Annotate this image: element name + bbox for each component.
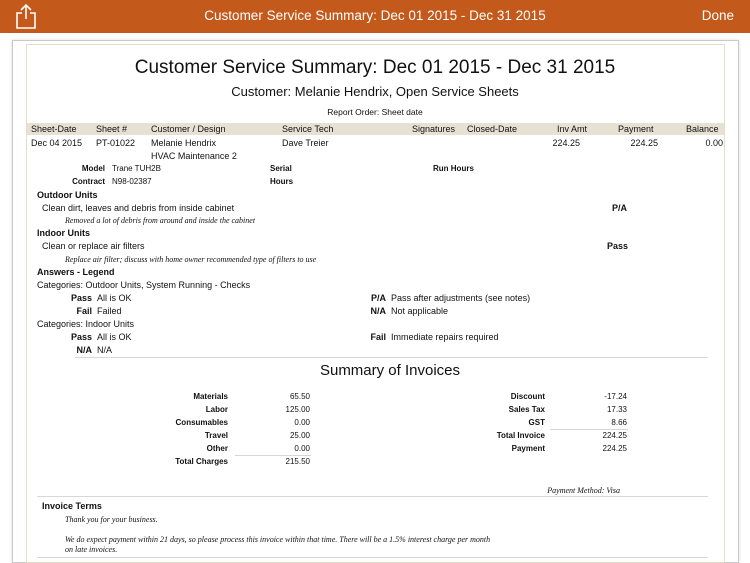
materials-value: 65.50 — [289, 392, 310, 401]
travel-value: 25.00 — [289, 431, 310, 440]
discount-value: -17.24 — [604, 392, 627, 401]
total-charges-rule — [235, 455, 311, 456]
total-invoice-value: 224.25 — [602, 431, 627, 440]
nav-title: Customer Service Summary: Dec 01 2015 - Dec 31 2015 — [204, 8, 546, 23]
payment-method: Payment Method: Visa — [547, 486, 620, 495]
materials-label: Materials — [193, 392, 228, 401]
other-label: Other — [206, 444, 228, 453]
report-customer-line: Customer: Melanie Hendrix, Open Service Sheets — [231, 84, 519, 99]
legend-pass2-key: Pass — [70, 332, 92, 342]
section-divider — [75, 357, 708, 358]
indoor-item: Clean or replace air filters — [42, 241, 145, 251]
col-balance: Balance — [686, 124, 719, 134]
invoices-heading: Summary of Invoices — [319, 362, 461, 379]
labor-value: 125.00 — [285, 405, 310, 414]
terms-line-2: We do expect payment within 21 days, so please process this invoice within that time. There will be a 1.5% interest charge per month — [65, 535, 491, 544]
total-charges-value: 215.50 — [285, 457, 310, 466]
col-inv-amt: Inv Amt — [557, 124, 588, 134]
row-inv-amt: 224.25 — [552, 138, 580, 148]
legend-fail-desc: Failed — [97, 306, 122, 316]
legend-heading: Answers - Legend — [37, 267, 115, 277]
hours-label: Hours — [270, 177, 294, 186]
legend-pass2-desc: All is OK — [97, 332, 132, 342]
total-invoice-rule — [550, 429, 628, 430]
col-customer-design: Customer / Design — [151, 124, 226, 134]
total-charges-label: Total Charges — [175, 457, 228, 466]
sales-tax-label: Sales Tax — [508, 405, 545, 414]
other-value: 0.00 — [294, 444, 310, 453]
legend-pass-desc: All is OK — [97, 293, 132, 303]
legend-category-indoor: Categories: Indoor Units — [37, 319, 135, 329]
travel-label: Travel — [204, 431, 228, 440]
row-balance: 0.00 — [705, 138, 723, 148]
sales-tax-value: 17.33 — [606, 405, 627, 414]
legend-na-desc: Not applicable — [391, 306, 449, 316]
col-payment: Payment — [618, 124, 654, 134]
legend-na-key: N/A — [370, 306, 386, 316]
outdoor-units-heading: Outdoor Units — [37, 190, 98, 200]
legend-fail2-desc: Immediate repairs required — [391, 332, 499, 342]
serial-label: Serial — [270, 164, 292, 173]
contract-label: Contract — [72, 177, 105, 186]
discount-label: Discount — [510, 392, 545, 401]
row-sheet-number[interactable]: PT-01022 — [96, 138, 136, 148]
contract-value: N98-02387 — [112, 177, 152, 186]
consumables-value: 0.00 — [294, 418, 310, 427]
terms-line-3: on late invoices. — [65, 545, 118, 554]
indoor-units-heading: Indoor Units — [37, 228, 90, 238]
outdoor-item: Clean dirt, leaves and debris from inside cabinet — [42, 203, 235, 213]
legend-pass-key: Pass — [70, 293, 92, 303]
report-order-line: Report Order: Sheet date — [327, 107, 423, 117]
terms-line-1: Thank you for your business. — [65, 515, 158, 524]
run-hours-label: Run Hours — [433, 164, 474, 173]
terms-heading: Invoice Terms — [42, 501, 102, 511]
report-title: Customer Service Summary: Dec 01 2015 - Dec 31 2015 — [134, 57, 616, 78]
payment-value: 224.25 — [602, 444, 627, 453]
indoor-answer: Pass — [607, 241, 629, 251]
legend-fail2-key: Fail — [370, 332, 386, 342]
row-service-tech: Dave Treier — [282, 138, 329, 148]
row-sheet-date: Dec 04 2015 — [31, 138, 83, 148]
outdoor-note: Removed a lot of debris from around and inside the cabinet — [65, 216, 256, 225]
navigation-bar — [0, 0, 750, 33]
total-invoice-label: Total Invoice — [496, 431, 545, 440]
row-customer: Melanie Hendrix — [151, 138, 217, 148]
legend-pa-key: P/A — [370, 293, 386, 303]
legend-fail-key: Fail — [76, 306, 92, 316]
row-payment: 224.25 — [630, 138, 658, 148]
col-closed-date: Closed-Date — [467, 124, 518, 134]
legend-pa-desc: Pass after adjustments (see notes) — [391, 293, 531, 303]
terms-bottom-divider — [37, 557, 708, 558]
payment-label: Payment — [511, 444, 545, 453]
col-sheet-number: Sheet # — [96, 124, 128, 134]
col-signatures: Signatures — [412, 124, 456, 134]
legend-category-outdoor: Categories: Outdoor Units, System Running - Checks — [37, 280, 251, 290]
col-service-tech: Service Tech — [282, 124, 334, 134]
labor-label: Labor — [205, 405, 228, 414]
model-value: Trane TUH2B — [112, 164, 161, 173]
consumables-label: Consumables — [175, 418, 228, 427]
col-sheet-date: Sheet-Date — [31, 124, 77, 134]
legend-na2-key: N/A — [76, 345, 92, 355]
gst-label: GST — [528, 418, 545, 427]
gst-value: 8.66 — [611, 418, 627, 427]
legend-na2-desc: N/A — [97, 345, 113, 355]
report-frame — [26, 44, 725, 563]
outdoor-answer: P/A — [612, 203, 628, 213]
row-design: HVAC Maintenance 2 — [151, 151, 237, 161]
terms-divider — [37, 496, 708, 497]
model-label: Model — [81, 164, 105, 173]
indoor-note: Replace air filter; discuss with home owner recommended type of filters to use — [65, 255, 317, 264]
done-button[interactable]: Done — [701, 8, 734, 23]
